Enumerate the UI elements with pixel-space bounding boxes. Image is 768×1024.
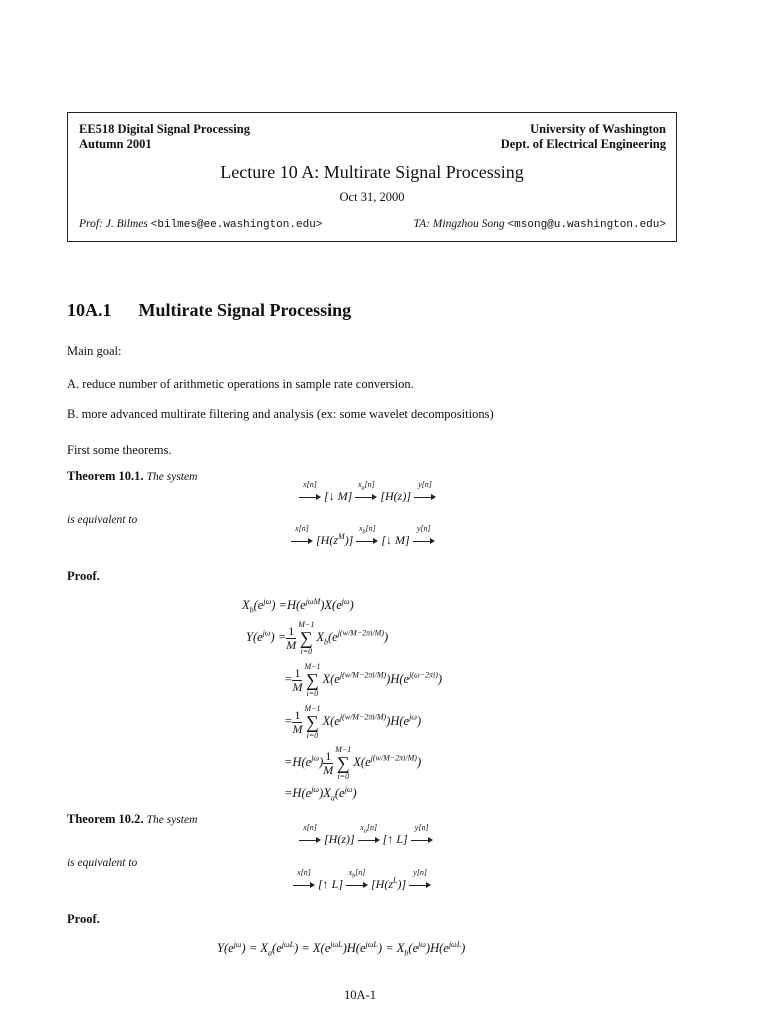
equation-3: = $\frac{1}{M}$ M−1 ∑ i=0 $X(e^{j(w/M-2\pi i/M)})H(e^{j(\omega-2\pi i)})$ xyxy=(284,662,443,698)
course-term: Autumn 2001 xyxy=(79,137,152,151)
equation-7: $Y(e^{j\omega}) = X_a(e^{j\omega L}) = X(e^{j\omega L})H(e^{j\omega L}) = X_b(e^{j\omega})H(e^{j\omega L})$ xyxy=(217,940,466,958)
prof-email: <bilmes@ee.washington.edu> xyxy=(150,219,323,231)
theorem-2-label: Theorem 10.2. xyxy=(67,812,144,826)
arrow-icon: $x_b[n]$ xyxy=(346,876,368,890)
lecture-date: Oct 31, 2000 xyxy=(339,190,405,204)
equation-5: $=H(e^{j\omega})$ $\frac{1}{M}$ M−1 ∑ i=0 $X(e^{j(w/M-2\pi i/M)})$ xyxy=(284,745,422,781)
ta-name: TA: Mingzhou Song xyxy=(413,218,505,230)
theorem-1 xyxy=(67,469,197,484)
theorem-2-text: The system xyxy=(146,814,198,826)
main-goal: Main goal: xyxy=(67,344,122,358)
section-heading xyxy=(67,300,351,321)
lecture-title: Lecture 10 A: Multirate Signal Processing xyxy=(220,162,524,182)
proof-1-label: Proof. xyxy=(67,569,100,583)
system-1a-diagram: x[n] [↓ M] $x_a[n]$ [H(z)] y[n] xyxy=(296,488,439,504)
arrow-icon: x[n] xyxy=(291,532,313,546)
arrow-icon: x[n] xyxy=(299,831,321,845)
arrow-icon: $x_b[n]$ xyxy=(356,532,378,546)
arrow-icon: y[n] xyxy=(409,876,431,890)
section-title: Multirate Signal Processing xyxy=(138,300,352,320)
theorem-2 xyxy=(67,812,197,827)
prof-name: Prof: J. Bilmes xyxy=(79,218,148,230)
department: Dept. of Electrical Engineering xyxy=(500,137,666,151)
equation-6: $=H(e^{j\omega})X_a(e^{j\omega})$ xyxy=(284,785,357,803)
first-theorems: First some theorems. xyxy=(67,443,172,457)
arrow-icon: y[n] xyxy=(411,831,433,845)
theorem-1-equiv: is equivalent to xyxy=(67,514,138,526)
prof-line xyxy=(79,218,322,231)
goal-b: B. more advanced multirate filtering and analysis (ex: some wavelet decompositions) xyxy=(67,407,494,421)
system-2b-diagram: x[n] [↑ L] $x_b[n]$ $[H(z^L)]$ y[n] xyxy=(290,876,434,892)
equation-4: = $\frac{1}{M}$ M−1 ∑ i=0 $X(e^{j(w/M-2\pi i/M)})H(e^{j\omega})$ xyxy=(284,704,422,740)
section-number: 10A.1 xyxy=(67,300,112,320)
ta-line xyxy=(380,218,666,231)
system-2a-diagram: x[n] [H(z)] $x_a[n]$ [↑ L] y[n] xyxy=(296,831,436,847)
equation-2: $Y(e^{j\omega})$ = $\frac{1}{M}$ M−1 ∑ i=0 $X_b(e^{j(w/M-2\pi i/M)})$ xyxy=(246,620,389,656)
arrow-icon: x[n] xyxy=(299,488,321,502)
arrow-icon: x[n] xyxy=(293,876,315,890)
goal-a: A. reduce number of arithmetic operations in sample rate conversion. xyxy=(67,377,414,391)
theorem-1-label: Theorem 10.1. xyxy=(67,469,144,483)
equation-1: $X_b(e^{j\omega}) =H(e^{j\omega M})X(e^{j\omega})$ xyxy=(242,597,354,615)
arrow-icon: $x_a[n]$ xyxy=(358,831,380,845)
arrow-icon: y[n] xyxy=(414,488,436,502)
course-name: EE518 Digital Signal Processing xyxy=(79,122,250,136)
page-number: 10A-1 xyxy=(344,988,376,1002)
ta-email: <msong@u.washington.edu> xyxy=(507,219,666,231)
theorem-2-equiv: is equivalent to xyxy=(67,857,138,869)
proof-2-label: Proof. xyxy=(67,912,100,926)
theorem-1-text: The system xyxy=(146,471,198,483)
arrow-icon: y[n] xyxy=(413,532,435,546)
arrow-icon: $x_a[n]$ xyxy=(355,488,377,502)
university: University of Washington xyxy=(530,122,666,136)
system-1b-diagram: x[n] $[H(z^M)]$ $x_b[n]$ [↓ M] y[n] xyxy=(288,532,438,548)
